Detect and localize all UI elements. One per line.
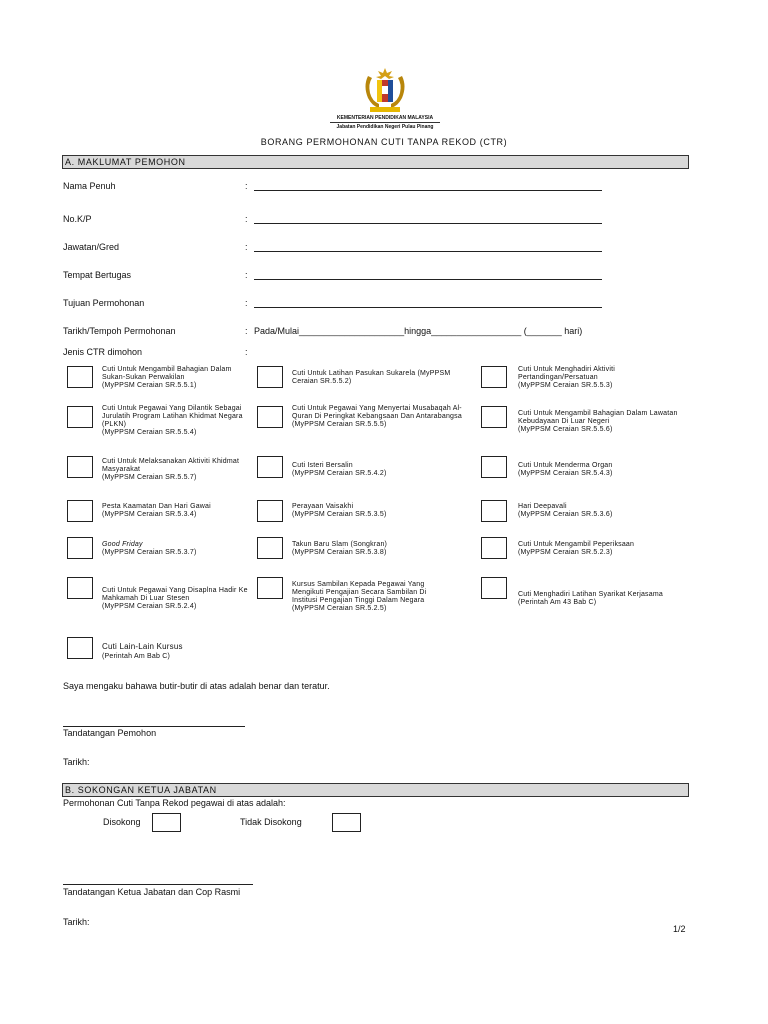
option-text: Hari Deepavali <box>518 503 567 510</box>
full-name-label: Nama Penuh <box>63 181 116 191</box>
option-checkbox[interactable] <box>67 366 93 388</box>
option-text: Cuti Untuk Menderma Organ <box>518 462 613 469</box>
option-text: Cuti Untuk Pegawai Yang Disaplna Hadir Ke Mahkamah Di Luar Stesen <box>102 587 248 602</box>
colon: : <box>245 270 248 280</box>
option-label <box>292 581 452 613</box>
option-text: Cuti Untuk Pegawai Yang Menyertai Musabaqah Al-Quran Di Peringkat Kebangsaan Dan Antarabangsa <box>292 405 462 420</box>
colon: : <box>245 347 248 357</box>
position-grade-field[interactable] <box>254 251 602 252</box>
head-date-label: Tarikh: <box>63 917 90 927</box>
option-text: Kursus Sambilan Kepada Pegawai Yang Mengikuti Pengajian Secara Sambilan Di Institusi Pengajian Tinggi Dalam Negara <box>292 581 427 604</box>
option-ref: (MyPPSM Ceraian SR.5.3.4) <box>102 511 197 518</box>
option-ref: (MyPPSM Ceraian SR.5.5.4) <box>102 429 197 436</box>
option-checkbox[interactable] <box>67 456 93 478</box>
option-text: Cuti Untuk Pegawai Yang Dilantik Sebagai Jurulatih Program Latihan Khidmat Negara (PLKN) <box>102 405 243 428</box>
option-text: Cuti Untuk Melaksanakan Aktiviti Khidmat Masyarakat <box>102 458 240 473</box>
option-label <box>102 458 242 482</box>
option-ref: (MyPPSM Ceraian SR.5.5.1) <box>102 382 197 389</box>
option-ref: (MyPPSM Ceraian SR.5.5.7) <box>102 474 197 481</box>
page-number: 1/2 <box>673 924 686 934</box>
option-text: Cuti Untuk Mengambil Bahagian Dalam Lawatan Kebudayaan Di Luar Negeri <box>518 410 678 425</box>
option-label <box>292 405 472 429</box>
period-field[interactable]: Pada/Mulai_____________________hingga__________________ (_______ hari) <box>254 326 583 336</box>
option-checkbox[interactable] <box>257 406 283 428</box>
option-ref: (MyPPSM Ceraian SR.5.3.7) <box>102 549 197 556</box>
option-checkbox[interactable] <box>481 577 507 599</box>
option-checkbox[interactable] <box>67 406 93 428</box>
colon: : <box>245 298 248 308</box>
option-text: Takun Baru Slam (Songkran) <box>292 541 388 548</box>
option-checkbox[interactable] <box>257 577 283 599</box>
option-label <box>518 366 668 390</box>
option-label <box>292 462 472 478</box>
option-ref: (MyPPSM Ceraian SR.5.4.2) <box>292 470 387 477</box>
colon: : <box>245 214 248 224</box>
purpose-label: Tujuan Permohonan <box>63 298 145 308</box>
option-checkbox[interactable] <box>481 456 507 478</box>
option-label <box>102 587 252 611</box>
form-title: BORANG PERMOHONAN CUTI TANPA REKOD (CTR) <box>260 137 508 147</box>
period-label: Tarikh/Tempoh Permohonan <box>63 326 176 336</box>
applicant-signature-label: Tandatangan Pemohon <box>63 728 157 738</box>
option-ref: (MyPPSM Ceraian SR.5.5.6) <box>518 426 613 433</box>
section-b-header: B. SOKONGAN KETUA JABATAN <box>62 783 689 797</box>
ministry-divider <box>330 122 440 123</box>
not-supported-label: Tidak Disokong <box>240 817 302 827</box>
option-checkbox[interactable] <box>257 366 283 388</box>
option-ref: (MyPPSM Ceraian SR.5.5.5) <box>292 421 387 428</box>
option-text: Good Friday <box>102 541 143 548</box>
option-ref: (Perintah Am 43 Bab C) <box>518 599 597 606</box>
option-ref: (MyPPSM Ceraian SR.5.4.3) <box>518 470 613 477</box>
declaration-text: Saya mengaku bahawa butir-butir di atas adalah benar dan teratur. <box>63 681 330 691</box>
malaysia-coat-of-arms-icon <box>356 66 414 116</box>
colon: : <box>245 181 248 191</box>
department-name: Jabatan Pendidikan Negeri Pulau Pinang <box>336 124 434 130</box>
option-ref: (MyPPSM Ceraian SR.5.2.5) <box>292 605 387 612</box>
option-ref: (MyPPSM Ceraian SR.5.3.5) <box>292 511 387 518</box>
option-text: Cuti Menghadiri Latihan Syarikat Kerjasama <box>518 591 663 598</box>
option-label <box>292 503 472 519</box>
supported-label: Disokong <box>103 817 141 827</box>
option-checkbox[interactable] <box>67 537 93 559</box>
option-label <box>102 366 252 390</box>
option-ref: (MyPPSM Ceraian SR.5.3.8) <box>292 549 387 556</box>
option-label <box>518 541 668 557</box>
not-supported-checkbox[interactable] <box>332 813 361 832</box>
option-label <box>102 642 252 662</box>
option-label <box>292 541 472 557</box>
position-grade-label: Jawatan/Gred <box>63 242 120 252</box>
option-checkbox[interactable] <box>67 577 93 599</box>
option-ref: (MyPPSM Ceraian SR.5.2.3) <box>518 549 613 556</box>
option-label <box>102 541 252 557</box>
option-label <box>102 405 252 437</box>
option-text: Cuti Isteri Bersalin <box>292 462 353 469</box>
workplace-field[interactable] <box>254 279 602 280</box>
supported-checkbox[interactable] <box>152 813 181 832</box>
colon: : <box>245 242 248 252</box>
option-label <box>292 370 472 386</box>
head-signature-label: Tandatangan Ketua Jabatan dan Cop Rasmi <box>63 887 241 897</box>
option-checkbox[interactable] <box>257 537 283 559</box>
option-label <box>518 462 668 478</box>
option-label <box>518 591 698 607</box>
applicant-signature-line[interactable] <box>63 726 245 727</box>
purpose-field[interactable] <box>254 307 602 308</box>
ctr-type-label: Jenis CTR dimohon <box>63 347 143 357</box>
option-text: Pesta Kaamatan Dan Hari Gawai <box>102 503 211 510</box>
ic-number-label: No.K/P <box>63 214 92 224</box>
option-text: Cuti Untuk Menghadiri Aktiviti Pertandingan/Persatuan <box>518 366 616 381</box>
option-ref: (MyPPSM Ceraian SR.5.5.3) <box>518 382 613 389</box>
option-ref: (MyPPSM Ceraian SR.5.3.6) <box>518 511 613 518</box>
option-label <box>518 503 668 519</box>
option-checkbox[interactable] <box>481 500 507 522</box>
option-checkbox[interactable] <box>481 366 507 388</box>
option-label <box>518 410 678 434</box>
section-a-header: A. MAKLUMAT PEMOHON <box>62 155 689 169</box>
option-checkbox[interactable] <box>257 500 283 522</box>
workplace-label: Tempat Bertugas <box>63 270 132 280</box>
head-signature-line[interactable] <box>63 884 253 885</box>
option-text: Cuti Untuk Latihan Pasukan Sukarela (MyPPSM Ceraian SR.5.5.2) <box>292 370 451 385</box>
option-checkbox[interactable] <box>67 637 93 659</box>
ministry-name: KEMENTERIAN PENDIDIKAN MALAYSIA <box>336 115 434 121</box>
option-text: Perayaan Vaisakhi <box>292 503 354 510</box>
ministry-block <box>300 115 470 130</box>
option-text: Cuti Lain-Lain Kursus <box>102 642 183 651</box>
applicant-date-label: Tarikh: <box>63 757 90 767</box>
option-text: Cuti Untuk Mengambil Peperiksaan <box>518 541 635 548</box>
option-checkbox[interactable] <box>257 456 283 478</box>
option-ref: (Perintah Am Bab C) <box>102 653 170 660</box>
option-checkbox[interactable] <box>481 406 507 428</box>
option-checkbox[interactable] <box>67 500 93 522</box>
option-ref: (MyPPSM Ceraian SR.5.2.4) <box>102 603 197 610</box>
colon: : <box>245 326 248 336</box>
option-checkbox[interactable] <box>481 537 507 559</box>
section-b-intro: Permohonan Cuti Tanpa Rekod pegawai di atas adalah: <box>63 798 286 808</box>
full-name-field[interactable] <box>254 190 602 191</box>
option-text: Cuti Untuk Mengambil Bahagian Dalam Sukan-Sukan Perwakilan <box>102 366 232 381</box>
ic-number-field[interactable] <box>254 223 602 224</box>
option-label <box>102 503 252 519</box>
